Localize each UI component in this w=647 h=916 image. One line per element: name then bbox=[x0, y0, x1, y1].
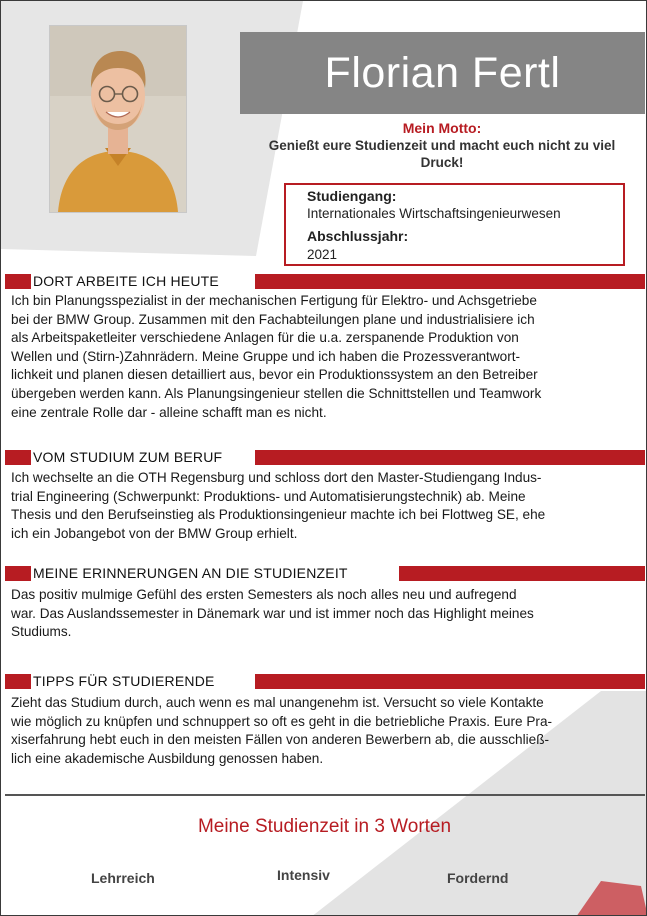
text-line: ich ein Jobangebot von der BMW Group erhielt. bbox=[11, 525, 298, 541]
section-header-erinnerungen bbox=[5, 564, 645, 582]
section-title: VOM STUDIUM ZUM BERUF bbox=[33, 449, 223, 465]
section-header-arbeit bbox=[5, 272, 645, 290]
section-header-studium-beruf bbox=[5, 448, 645, 466]
text-line: Das positiv mulmige Gefühl des ersten Semesters als noch alles neu und aufregend bbox=[11, 587, 517, 602]
abschlussjahr-label: Abschlussjahr: bbox=[307, 228, 409, 244]
study-info-box bbox=[284, 183, 625, 266]
motto-text bbox=[241, 137, 643, 171]
studiengang-value: Internationales Wirtschaftsingenieurwesen bbox=[307, 206, 561, 221]
section-bar-right bbox=[399, 566, 645, 581]
text-line: war. Das Auslandssemester in Dänemark war und ist immer noch das Highlight meines bbox=[11, 605, 534, 621]
motto-title: Mein Motto: bbox=[402, 120, 482, 136]
section-text-arbeit bbox=[11, 292, 631, 422]
text-line: eine zentrale Rolle dar - alleine schafft man es nicht. bbox=[11, 404, 327, 420]
person-portrait-icon bbox=[50, 26, 186, 212]
motto-line: Druck! bbox=[420, 155, 464, 170]
section-header-tipps bbox=[5, 672, 645, 690]
studiengang-label: Studiengang: bbox=[307, 188, 397, 204]
person-name: Florian Fertl bbox=[324, 48, 561, 97]
section-bar-left bbox=[5, 274, 31, 289]
section-title: TIPPS FÜR STUDIERENDE bbox=[33, 673, 215, 689]
section-text-studium-beruf bbox=[11, 469, 631, 543]
text-line: Wellen und (Stirn-)Zahnrädern. Meine Gruppe und ich haben die Prozessverantwort- bbox=[11, 348, 521, 364]
section-title: MEINE ERINNERUNGEN AN DIE STUDIENZEIT bbox=[33, 565, 348, 581]
section-bar-left bbox=[5, 450, 31, 465]
text-line: trial Engineering (Schwerpunkt: Produktions- und Automatisierungstechnik) ab. Meine bbox=[11, 488, 526, 504]
profile-photo bbox=[49, 25, 187, 213]
section-bar-left bbox=[5, 566, 31, 581]
word-two: Intensiv bbox=[277, 867, 330, 883]
text-line: als Arbeitspaketleiter verschiedene Anlagen für die u.a. zerspanende Produktion von bbox=[11, 330, 519, 346]
text-line: Zieht das Studium durch, auch wenn es mal unangenehm ist. Versucht so viele Kontakte bbox=[11, 695, 544, 710]
abschlussjahr-value: 2021 bbox=[307, 247, 338, 262]
text-line: wie möglich zu knüpfen und schnuppert so oft es geht in die betriebliche Praxis. Eure Pra- bbox=[11, 713, 553, 729]
text-line: Ich bin Planungsspezialist in der mechanischen Fertigung für Elektro- und Achsgetriebe bbox=[11, 293, 537, 308]
section-text-erinnerungen bbox=[11, 586, 631, 642]
section-bar-right bbox=[255, 450, 645, 465]
word-one: Lehrreich bbox=[91, 870, 155, 886]
text-line: lich eine akademische Ausbildung genossen haben. bbox=[11, 750, 324, 766]
name-banner bbox=[240, 32, 645, 114]
text-line: lichkeit und planen diesen detailliert aus, bevor ein Produktionssystem an den Betreiber bbox=[11, 367, 538, 383]
section-bar-right bbox=[255, 674, 645, 689]
three-words-title: Meine Studienzeit in 3 Worten bbox=[197, 816, 452, 837]
text-line: Thesis und den Berufseinstieg als Produktionsingenieur machte ich bei Flottweg SE, ehe bbox=[11, 507, 546, 523]
text-line: Ich wechselte an die OTH Regensburg und schloss dort den Master-Studiengang Indus- bbox=[11, 470, 542, 485]
text-line: bei der BMW Group. Zusammen mit den Fachabteilungen plane und industrialisiere ich bbox=[11, 311, 535, 327]
section-bar-right bbox=[255, 274, 645, 289]
section-text-tipps bbox=[11, 694, 631, 768]
text-line: übergeben werden kann. Als Planungsingenieur stellen die Schnittstellen und Teamwork bbox=[11, 385, 542, 401]
motto-line: Genießt eure Studienzeit und macht euch nicht zu viel bbox=[268, 138, 616, 153]
section-bar-left bbox=[5, 674, 31, 689]
section-title: DORT ARBEITE ICH HEUTE bbox=[33, 273, 219, 289]
divider-line bbox=[5, 794, 645, 796]
text-line: Studiums. bbox=[11, 624, 72, 640]
word-three: Fordernd bbox=[447, 870, 509, 886]
text-line: xiserfahrung hebt euch in den meisten Fällen von anderen Bewerbern ab, die ausschließ- bbox=[11, 732, 550, 748]
